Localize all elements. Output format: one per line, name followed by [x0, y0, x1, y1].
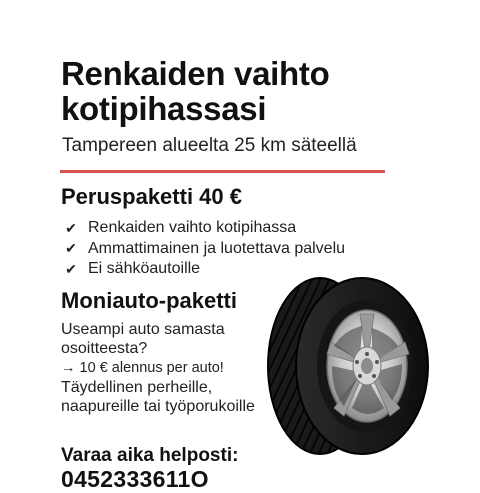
list-item — [62, 239, 345, 260]
page-title — [61, 56, 329, 126]
service-area-subtitle: Tampereen alueelta 25 km säteellä — [62, 135, 357, 156]
title-line-2: kotipihassasi — [61, 90, 267, 127]
list-item — [62, 218, 345, 239]
tire-icon — [262, 270, 430, 458]
check-icon: ✔ — [65, 219, 77, 236]
title-line-1: Renkaiden vaihto — [61, 55, 330, 92]
phone-number[interactable]: 0452333611O — [61, 466, 209, 492]
booking-cta: Varaa aika helposti: — [61, 445, 239, 466]
check-icon: ✔ — [65, 260, 77, 277]
multi-package-title: Moniauto-paketti — [61, 288, 237, 313]
list-item-text: Ammattimainen ja luotettava palvelu — [88, 239, 346, 257]
list-item-text: Ei sähköautoille — [88, 260, 201, 278]
red-divider — [60, 170, 385, 173]
multi-package-description: Täydellinen perheille, naapureille tai työporukoille — [61, 379, 255, 415]
check-icon: ✔ — [65, 240, 77, 257]
basic-package-title: Peruspaketti 40 € — [61, 184, 242, 209]
discount-text: → 10 € alennus per auto! — [61, 360, 224, 376]
multi-package-question: Useampi auto samasta osoitteesta? — [61, 321, 225, 357]
list-item-text: Renkaiden vaihto kotipihassa — [88, 219, 297, 237]
